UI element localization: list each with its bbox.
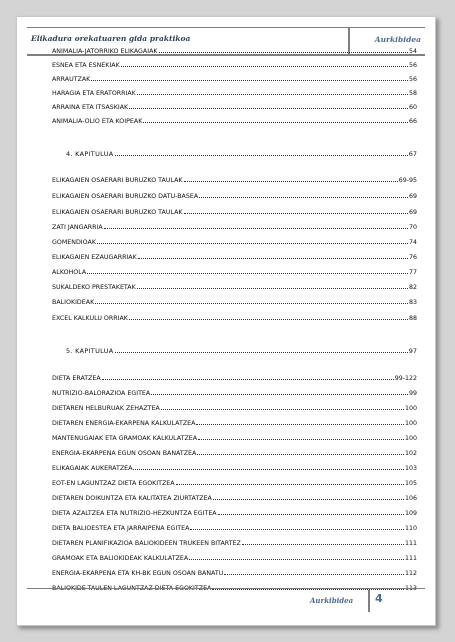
footer-rule: [27, 588, 425, 589]
toc-entry-label: DIETAREN HELBURUAK ZEHAZTEA: [52, 405, 160, 412]
footer-divider: [368, 590, 370, 612]
toc-entry-page: 56: [408, 62, 417, 69]
toc-entry-label: ELIKAGAIEN OSAERARI BURUZKO TAULAK: [52, 209, 183, 216]
toc-entry-label: DIETAREN PLANIFIKAZIOA BALIOKIDEEN TRUKEEN BITARTEZ: [52, 540, 241, 547]
toc-entry-label: 5. KAPITULUA: [66, 347, 114, 355]
header-brand: Aurkibidea: [374, 35, 421, 44]
toc-entry[interactable]: [52, 387, 417, 397]
toc-dot-leader: [218, 513, 404, 515]
document-page: [16, 16, 436, 626]
toc-dot-leader: [197, 453, 404, 455]
toc-entry-page: 58: [408, 90, 417, 97]
toc-entry-page: 113: [404, 585, 417, 592]
toc-entry[interactable]: [52, 45, 417, 55]
toc-entry[interactable]: [52, 221, 417, 231]
toc-entry[interactable]: [52, 507, 417, 517]
toc-entry-label: ELIKAGAIEN EZAUGARRIAK: [52, 254, 137, 261]
toc-entry[interactable]: [52, 537, 417, 547]
toc-dot-leader: [189, 558, 404, 560]
toc-entry-page: 103: [404, 465, 417, 472]
toc-entry-label: DIETA ERATZEA: [52, 375, 101, 382]
toc-dot-leader: [133, 468, 404, 470]
toc-entry-page: 97: [408, 347, 417, 355]
toc-entry[interactable]: [52, 101, 417, 111]
toc-entry[interactable]: [52, 312, 417, 322]
toc-dot-leader: [151, 393, 408, 395]
toc-entry-label: 4. KAPITULUA: [66, 150, 114, 158]
toc-dot-leader: [161, 408, 404, 410]
toc-entry-page: 100: [404, 420, 417, 427]
toc-entry[interactable]: [52, 372, 417, 382]
toc-entry[interactable]: [52, 462, 417, 472]
toc-entry-label: EXCEL KALKULU ORRIAK: [52, 315, 128, 322]
toc-dot-leader: [159, 51, 408, 53]
toc-entry[interactable]: [52, 447, 417, 457]
toc-entry-page: 111: [404, 540, 417, 547]
toc-chapter-entry[interactable]: [52, 148, 417, 158]
toc-entry-page: 109: [404, 510, 417, 517]
toc-dot-leader: [196, 423, 404, 425]
toc-entry-page: 69-95: [398, 177, 417, 184]
toc-dot-leader: [213, 498, 404, 500]
toc-entry[interactable]: [52, 402, 417, 412]
toc-entry-page: 88: [408, 315, 417, 322]
toc-entry-page: 83: [408, 299, 417, 306]
page-number: 4: [375, 592, 383, 605]
toc-entry[interactable]: [52, 251, 417, 261]
toc-entry[interactable]: [52, 432, 417, 442]
toc-entry-page: 82: [408, 284, 417, 291]
toc-entry-page: 77: [408, 269, 417, 276]
toc-entry-label: SUKALDEKO PRESTAKETAK: [52, 284, 136, 291]
toc-entry-label: ELIKAGAIEN OSAERARI BURUZKO TAULAK: [52, 177, 183, 184]
toc-entry-label: GOMENDIOAK: [52, 239, 96, 246]
toc-dot-leader: [137, 287, 408, 289]
toc-dot-leader: [129, 107, 408, 109]
toc-dot-leader: [198, 438, 404, 440]
toc-dot-leader: [115, 351, 408, 353]
toc-entry[interactable]: [52, 417, 417, 427]
toc-entry-label: ENERGIA-EKARPENA EGUN OSOAN BANATZEA: [52, 450, 197, 457]
toc-entry[interactable]: [52, 206, 417, 216]
toc-entry-label: ESNEA ETA ESNEKIAK: [52, 62, 120, 69]
toc-entry-label: EOT-EN LAGUNTZAZ DIETA EGOKITZEA: [52, 480, 175, 487]
toc-entry[interactable]: [52, 492, 417, 502]
toc-entry-label: ANIMALIA-JATORRIKO ELIKAGAIAK: [52, 48, 158, 55]
footer-brand: Aurkibidea: [310, 596, 354, 605]
toc-entry[interactable]: [52, 296, 417, 306]
toc-entry-label: ALKOHOLA: [52, 269, 87, 276]
toc-entry-label: DIETA AZALTZEA ETA NUTRIZIO-HEZKUNTZA EGITEA: [52, 510, 217, 517]
toc-entry-label: DIETA BALIOESTEA ETA JARRAIPENA EGITEA: [52, 525, 190, 532]
toc-entry-label: GRAMOAK ETA BALIOKIDEAK KALKULATZEA: [52, 555, 189, 562]
toc-entry[interactable]: [52, 115, 417, 125]
toc-entry-page: 100: [404, 435, 417, 442]
toc-entry-page: 69: [408, 209, 417, 216]
toc-entry-page: 99-122: [394, 375, 417, 382]
toc-entry[interactable]: [52, 582, 417, 592]
header-title: Elikadura orekatuaren gida praktikoa: [31, 34, 191, 43]
toc-dot-leader: [224, 573, 404, 575]
toc-entry[interactable]: [52, 477, 417, 487]
toc-entry-label: MANTENUGAIAK ETA GRAMOAK KALKULATZEA: [52, 435, 198, 442]
toc-entry-page: 99: [408, 390, 417, 397]
toc-entry[interactable]: [52, 236, 417, 246]
toc-entry[interactable]: [52, 266, 417, 276]
toc-entry[interactable]: [52, 567, 417, 577]
toc-entry-label: DIETAREN DOIKUNTZA ETA KALITATEA ZIURTATZEA: [52, 495, 212, 502]
toc-entry-page: 66: [408, 118, 417, 125]
toc-dot-leader: [97, 242, 408, 244]
toc-entry-label: ANIMALIA-OLIO ETA KOIPEAK: [52, 118, 143, 125]
toc-dot-leader: [184, 212, 408, 214]
toc-entry-page: 60: [408, 104, 417, 111]
toc-entry-page: 76: [408, 254, 417, 261]
toc-dot-leader: [121, 65, 408, 67]
toc-dot-leader: [190, 528, 404, 530]
toc-dot-leader: [199, 196, 408, 198]
toc-entry[interactable]: [52, 522, 417, 532]
toc-entry-label: ARRAUTZAK: [52, 76, 91, 83]
toc-entry-page: 102: [404, 450, 417, 457]
toc-dot-leader: [104, 227, 408, 229]
toc-entry-page: 105: [404, 480, 417, 487]
toc-entry-label: ENERGIA-EKARPENA ETA KH-BK EGUN OSOAN BANATU: [52, 570, 224, 577]
toc-entry-label: ELIKAGAIAK AUKERATZEA: [52, 465, 133, 472]
toc-entry-page: 70: [408, 224, 417, 231]
toc-entry-label: ELIKAGAIEN OSAERARI BURUZKO DATU-BASEA: [52, 193, 199, 200]
toc-dot-leader: [143, 121, 408, 123]
toc-entry-page: 74: [408, 239, 417, 246]
toc-entry-page: 111: [404, 555, 417, 562]
toc-entry-page: 106: [404, 495, 417, 502]
toc-entry-page: 112: [404, 570, 417, 577]
toc-chapter-entry[interactable]: [52, 345, 417, 355]
toc-entry-page: 100: [404, 405, 417, 412]
toc-entry-label: HARAGIA ETA ERATORRIAK: [52, 90, 136, 97]
toc-entry[interactable]: [52, 190, 417, 200]
toc-entry[interactable]: [52, 552, 417, 562]
toc-entry-label: ZATI JANGARRIA: [52, 224, 103, 231]
toc-dot-leader: [87, 272, 408, 274]
toc-entry-page: 54: [408, 48, 417, 55]
toc-dot-leader: [95, 302, 408, 304]
toc-dot-leader: [102, 378, 394, 380]
toc-entry-page: 56: [408, 76, 417, 83]
toc-entry-label: NUTRIZIO-BALORAZIOA EGITEA: [52, 390, 151, 397]
toc-entry-label: BALIOKIDEAK: [52, 299, 95, 306]
toc-dot-leader: [129, 318, 408, 320]
toc-entry-label: DIETAREN ENERGIA-EKARPENA KALKULATZEA: [52, 420, 196, 427]
toc-entry[interactable]: [52, 174, 417, 184]
toc-entry-page: 67: [408, 150, 417, 158]
toc-dot-leader: [242, 543, 404, 545]
toc-dot-leader: [184, 180, 398, 182]
toc-entry[interactable]: [52, 73, 417, 83]
toc-dot-leader: [115, 154, 408, 156]
toc-dot-leader: [176, 483, 404, 485]
toc-entry-page: 110: [404, 525, 417, 532]
toc-entry-page: 69: [408, 193, 417, 200]
toc-entry-label: BALIOKIDE-TAULEN LAGUNTZAZ DIETA EGOKITZEA: [52, 585, 212, 592]
toc-entry[interactable]: [52, 281, 417, 291]
toc-entry[interactable]: [52, 59, 417, 69]
toc-entry-label: ARRAINA ETA ITSASKIAK: [52, 104, 129, 111]
toc-entry[interactable]: [52, 87, 417, 97]
toc-dot-leader: [137, 93, 408, 95]
toc-dot-leader: [138, 257, 408, 259]
toc-dot-leader: [91, 79, 408, 81]
